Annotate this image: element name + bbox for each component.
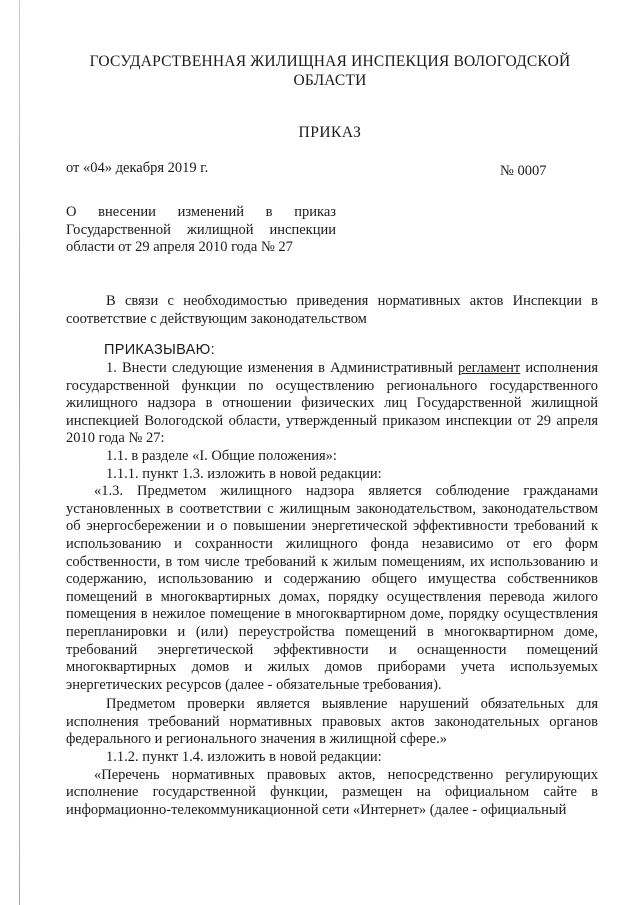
subject-line-2: Государственной жилищной инспекции (66, 221, 336, 238)
quoted-paragraph-1-3: «1.3. Предметом жилищного надзора является соблюдение гражданами установленных в соответствии с жилищным законодательством, законодательством об энергосбережении и о повышении энергетической эффективности требований к использованию и сохранности жилищного фонда независимо от его форм собственности, в том числе требований к жилым помещениям, их использованию и содержанию, использованию и содержанию общего имущества собственников помещений в многоквартирных домах, порядку осуществления перевода жилого помещения в нежилое помещение в многоквартирном доме, порядку осуществления перепланировки и (или) переустройства помещений в многоквартирном доме, требований энергетической эффективности и оснащенности помещений многоквартирных домов и жилых домов приборами учета используемых энергетических ресурсов (далее - обязательные требования). (66, 483, 598, 693)
preamble: В связи с необходимостью приведения нормативных актов Инспекции в соответствие с действующим законодательством (66, 293, 598, 327)
subject-line-1: О внесении изменений в приказ (66, 204, 336, 220)
subject-line-3: области от 29 апреля 2010 года № 27 (66, 239, 293, 255)
paragraph-1 (66, 360, 598, 448)
organization-name: ГОСУДАРСТВЕННАЯ ЖИЛИЩНАЯ ИНСПЕКЦИЯ ВОЛОГОДСКОЙ ОБЛАСТИ (89, 53, 571, 89)
order-date: от «04» декабря 2019 г. (66, 160, 209, 176)
regulation-word: регламент (457, 360, 521, 376)
paragraph-1-1: 1.1. в разделе «I. Общие положения»: (106, 447, 337, 464)
order-number: № 0007 (500, 163, 547, 179)
document-type: ПРИКАЗ (298, 124, 362, 141)
order-subject (66, 204, 336, 257)
quoted-paragraph-inspection-subject: Предметом проверки является выявление нарушений обязательных для исполнения требований нормативных правовых актов законодательных органов федерального и регионального значения в жилищной сфере.» (66, 696, 598, 748)
paragraph-1-1-1: 1.1.1. пункт 1.3. изложить в новой редакции: (106, 465, 382, 482)
order-word: ПРИКАЗЫВАЮ: (104, 342, 215, 358)
paragraph-1-start: 1. Внести следующие изменения в Административный (106, 360, 458, 376)
order-body (66, 360, 598, 819)
quoted-paragraph-1-4: «Перечень нормативных правовых актов, непосредственно регулирующих исполнение государственной функции, размещен на официальном сайте в информационно-телекоммуникационной сети «Интернет» (далее - официальный (66, 766, 598, 818)
paragraph-1-end: исполнения государственной функции по осуществлению регионального государственного жилищного надзора в отношении физических лиц Государственной жилищной инспекцией Вологодской области, утвержденный приказом инспекции от 29 апреля 2010 года № 27: (66, 360, 599, 447)
paragraph-1-1-2: 1.1.2. пункт 1.4. изложить в новой редакции: (106, 749, 382, 766)
